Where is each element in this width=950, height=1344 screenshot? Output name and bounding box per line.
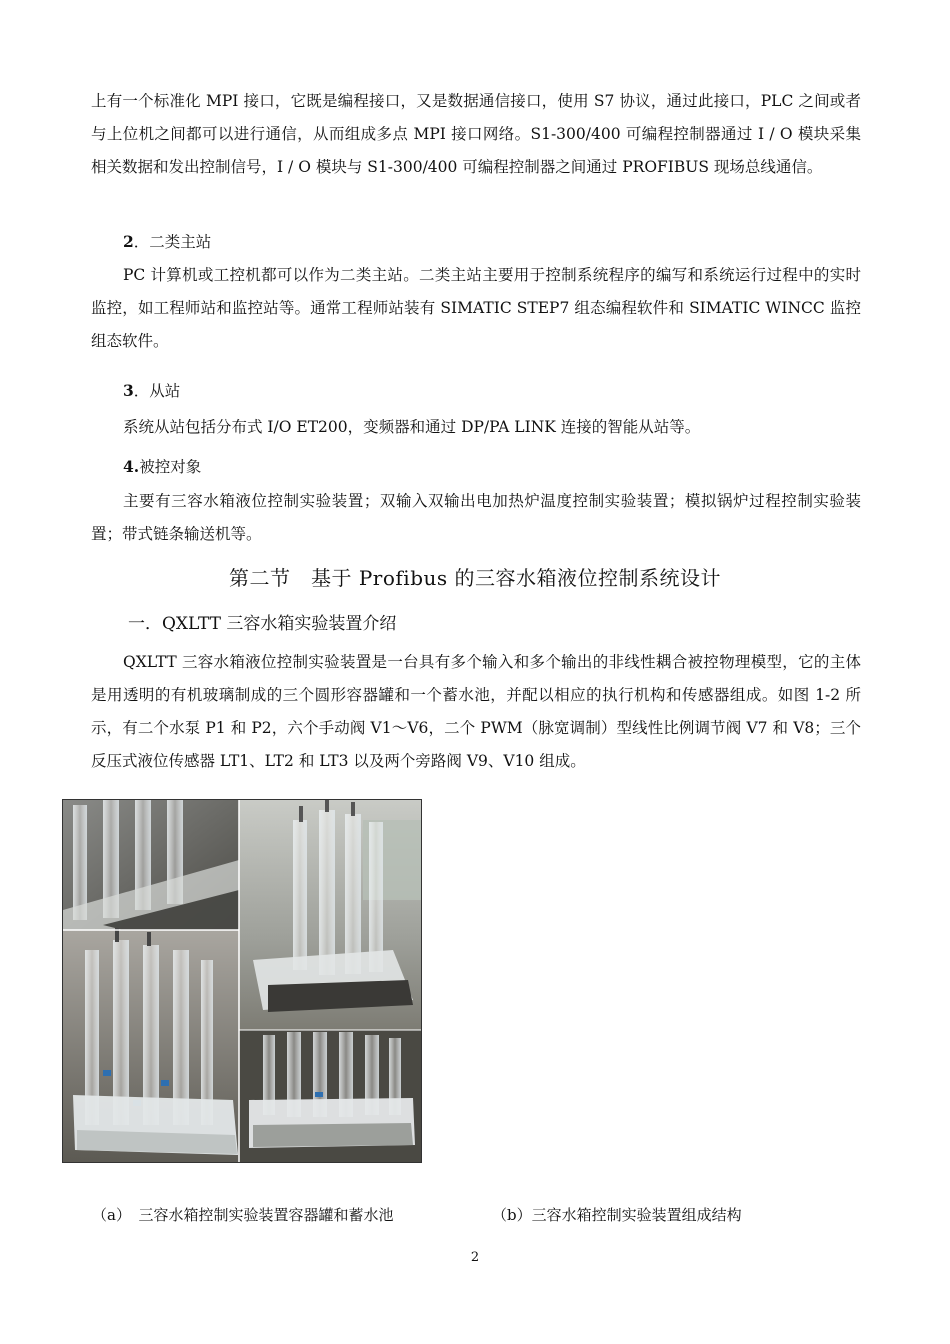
heading-controlled-object: 4.被控对象 — [123, 457, 202, 476]
page-number: 2 — [470, 1250, 480, 1265]
paragraph-controlled-object: 主要有三容水箱液位控制实验装置；双输入双输出电加热炉温度控制实验装置；模拟锅炉过程控制实验装置；带式链条输送机等。 — [91, 492, 861, 543]
paragraph-qxltt-description: QXLTT 三容水箱液位控制实验装置是一台具有多个输入和多个输出的非线性耦合被控物理模型，它的主体是用透明的有机玻璃制成的三个圆形容器罐和一个蓄水池，并配以相应的执行机构和传感器组成。如图 1-2 所示，有二个水泵 P1 和 P2，六个手动阀 V1～V6，二个 PWM（脉宽调制）型线性比例调节阀 V7 和 V8；三个反压式液位传感器 LT1、LT2 和 LT3 以及两个旁路阀 V9、V10 组成。 — [91, 653, 861, 770]
subsection-title: 一．QXLTT 三容水箱实验装置介绍 — [128, 614, 397, 634]
paragraph-slave-station: 系统从站包括分布式 I/O ET200，变频器和通过 DP/PA LINK 连接的智能从站等。 — [123, 418, 701, 436]
heading-slave-station: 3．从站 — [123, 381, 181, 400]
paragraph-class2-master: PC 计算机或工控机都可以作为二类主站。二类主站主要用于控制系统程序的编写和系统运行过程中的实时监控，如工程师站和监控站等。通常工程师站装有 SIMATIC STEP7 组态编程软件和 SIMATIC WINCC 监控组态软件。 — [91, 266, 861, 350]
water-tank-photo — [63, 800, 421, 1162]
heading-class2-master: 2．二类主站 — [123, 232, 212, 251]
figure-caption-b: （b）三容水箱控制实验装置组成结构 — [492, 1206, 742, 1224]
figure-caption-a: （a） 三容水箱控制实验装置容器罐和蓄水池 — [92, 1206, 394, 1224]
paragraph-mpi-interface: 上有一个标准化 MPI 接口，它既是编程接口，又是数据通信接口，使用 S7 协议，通过此接口，PLC 之间或者与上位机之间都可以进行通信，从而组成多点 MPI 接口网络。S1-300/400 可编程控制器通过 I / O 模块采集相关数据和发出控制信号，I / O 模块与 S1-300/400 可编程控制器之间通过 PROFIBUS 现场总线通信。 — [91, 92, 861, 176]
section-title: 第二节 基于 Profibus 的三容水箱液位控制系统设计 — [228, 566, 722, 590]
figure-photo-collage — [62, 799, 422, 1163]
